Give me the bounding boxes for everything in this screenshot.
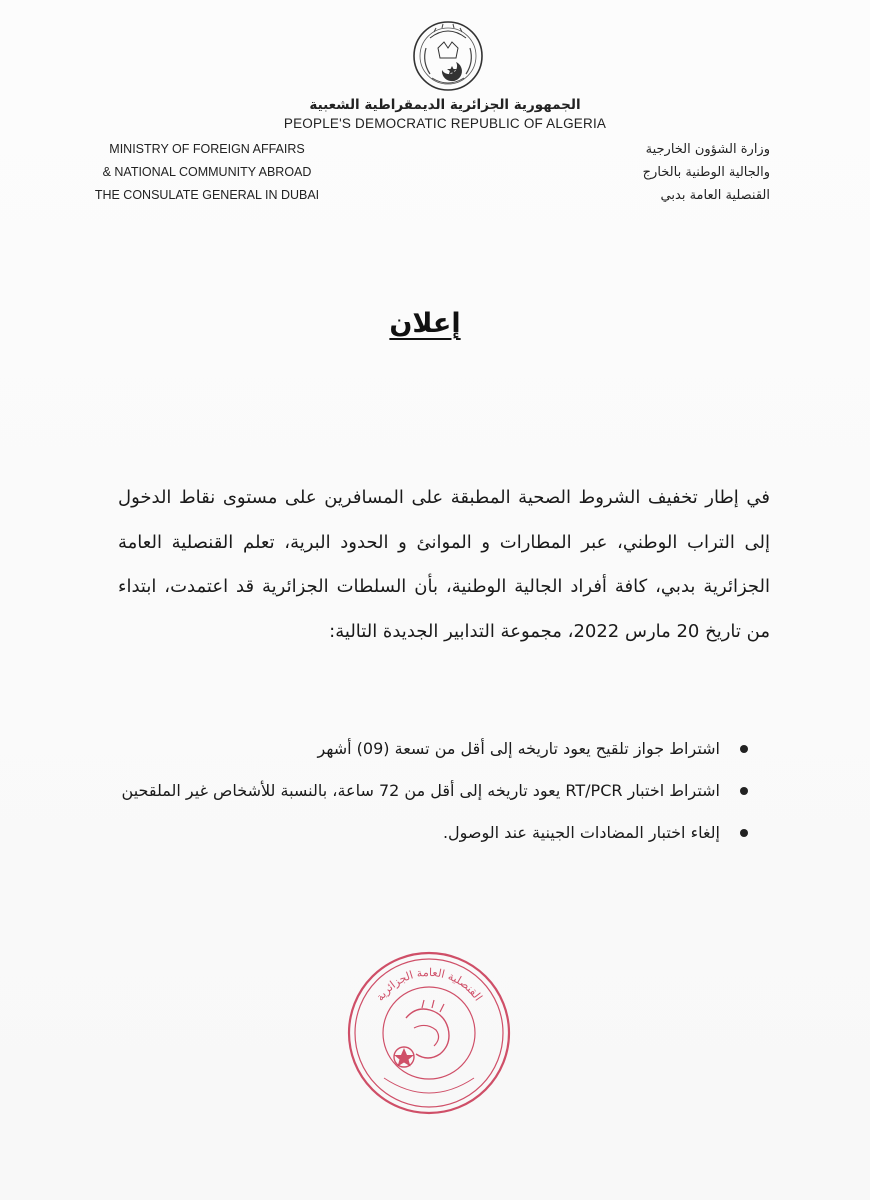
list-item [96,817,748,849]
list-item-text: اشتراط اختبار RT/PCR يعود تاريخه إلى أقل من 72 ساعة، بالنسبة للأشخاص غير الملقحين [121,781,720,800]
document-title: إعلان [389,308,461,339]
header-left-line: MINISTRY OF FOREIGN AFFAIRS [109,142,305,156]
bullet-icon [740,745,748,753]
algeria-emblem-icon [408,18,488,94]
list-item-text: إلغاء اختبار المضادات الجينية عند الوصول. [442,823,720,842]
list-item [96,775,748,807]
header-english-republic: PEOPLE'S DEMOCRATIC REPUBLIC OF ALGERIA [283,116,607,131]
header-left-block [82,138,332,207]
header-right-block [590,138,770,207]
bullet-icon [740,829,748,837]
list-item [96,733,748,765]
header-left-line: & NATIONAL COMMUNITY ABROAD [102,165,312,179]
stamp-text: القنصلية العامة الجزائرية [373,965,485,1004]
list-item-text: اشتراط جواز تلقيح يعود تاريخه إلى أقل من تسعة (09) أشهر [317,739,720,758]
header-right-line: وزارة الشؤون الخارجية [645,142,770,157]
header-left-line: THE CONSULATE GENERAL IN DUBAI [94,188,320,202]
measures-list [96,733,748,859]
header-right-line: القنصلية العامة بدبي [660,188,770,203]
official-stamp-icon [344,948,514,1118]
header-right-line: والجالية الوطنية بالخارج [642,165,770,180]
bullet-icon [740,787,748,795]
header-arabic-republic: الجمهورية الجزائرية الديمقراطية الشعبية [309,97,581,113]
announcement-body: في إطار تخفيف الشروط الصحية المطبقة على المسافرين على مستوى نقاط الدخول إلى التراب الوطني، عبر المطارات و الموانئ و الحدود البرية، تعلم القنصلية العامة الجزائرية بدبي، كافة أفراد الجالية الوطنية، بأن السلطات الجزائرية قد اعتمدت، ابتداء من تاريخ 20 مارس 2022، مجموعة التدابير الجديدة التالية: [118,487,770,642]
